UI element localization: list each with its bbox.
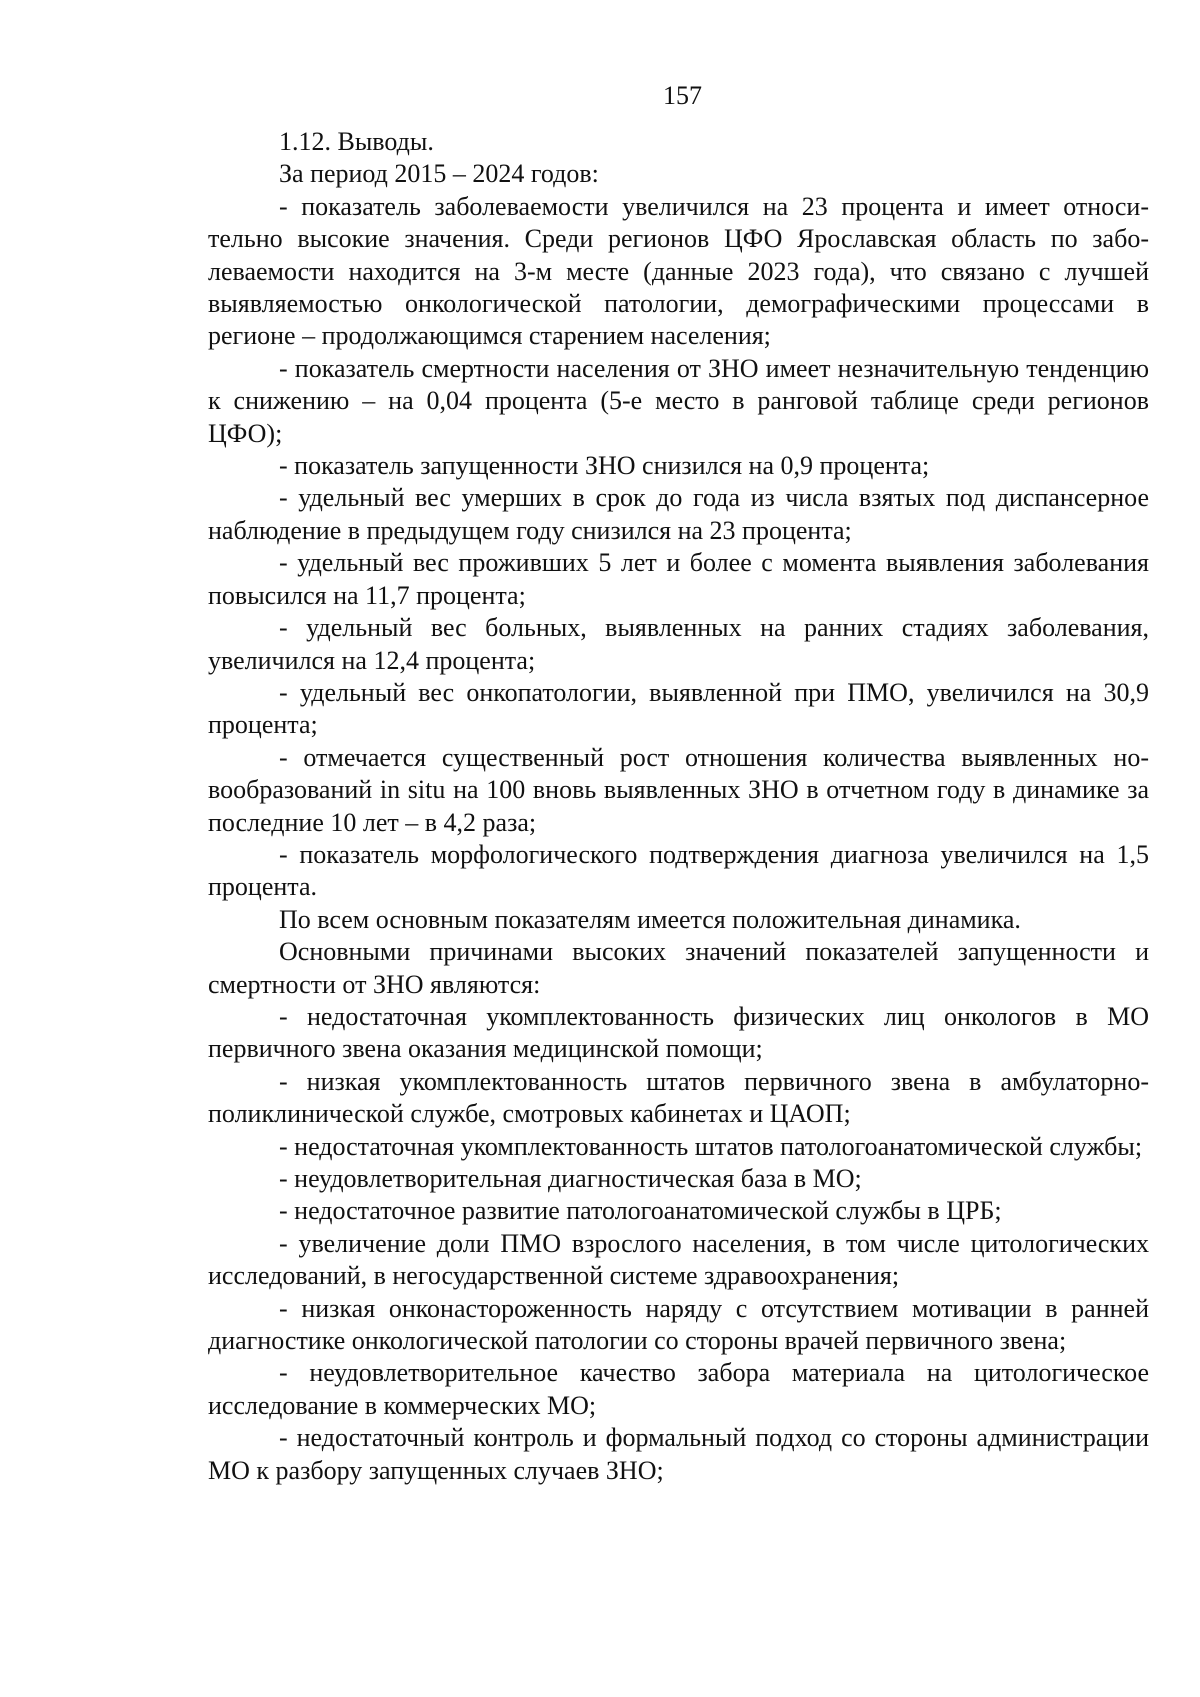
finding-item: - удельный вес умерших в срок до года из числа взятых под диспансерное наблюдение в предыдущем году снизился на 23 процента; <box>208 483 1149 545</box>
cause-item: - недостаточное развитие патологоанатомической службы в ЦРБ; <box>279 1196 1002 1226</box>
finding-item: - показатель запущенности ЗНО снизился на 0,9 процента; <box>279 451 930 481</box>
page-number: 157 <box>663 81 702 110</box>
document-body <box>208 126 1149 1487</box>
finding-item: - удельный вес проживших 5 лет и более с момента выявления заболевания повысился на 11,7 процента; <box>208 548 1149 610</box>
cause-item: - увеличение доли ПМО взрослого населения, в том числе цитологических исследований, в негосударственной системе здравоохранения; <box>208 1228 1149 1291</box>
finding-item: - показатель заболеваемости увеличился на 23 процента и имеет относительно высокие значения. Среди регионов ЦФО Ярославская область по заболеваемости находится на 3-м месте (данные 2023 года), что связано с лучшей выявляемостью онкологической патологии, демографическими процессами в регионе – продолжающимся старением населения; <box>208 191 1149 351</box>
summary-paragraph: По всем основным показателям имеется положительная динамика. <box>279 904 1021 934</box>
cause-item: - низкая онконастороженность наряду с отсутствием мотивации в ранней диагностике онкологической патологии со стороны врачей первичного звена; <box>208 1293 1149 1356</box>
finding-item: - удельный вес онкопатологии, выявленной при ПМО, увеличился на 30,9 процента; <box>208 677 1149 740</box>
finding-item: - удельный вес больных, выявленных на ранних стадиях заболевания, увеличился на 12,4 процента; <box>208 613 1149 675</box>
finding-item: - отмечается существенный рост отношения количества выявленных новообразований in situ на 100 вновь выявленных ЗНО в отчетном году в динамике за последние 10 лет – в 4,2 раза; <box>208 742 1149 837</box>
section-heading: 1.12. Выводы. <box>279 127 434 156</box>
finding-item: - показатель морфологического подтверждения диагноза увеличился на 1,5 процента. <box>208 839 1149 902</box>
cause-item: - недостаточная укомплектованность штатов патологоанатомической службы; <box>279 1131 1143 1161</box>
causes-intro: Основными причинами высоких значений показателей запущенности и смертности от ЗНО являются: <box>208 937 1149 999</box>
period-intro: За период 2015 – 2024 годов: <box>279 159 599 189</box>
cause-item: - низкая укомплектованность штатов первичного звена в амбулаторно-поликлинической службе, смотровых кабинетах и ЦАОП; <box>208 1066 1149 1129</box>
cause-item: - недостаточная укомплектованность физических лиц онкологов в МО первичного звена оказания медицинской помощи; <box>208 1001 1149 1064</box>
cause-item: - неудовлетворительное качество забора материала на цитологическое исследование в коммерческих МО; <box>208 1358 1149 1420</box>
cause-item: - недостаточный контроль и формальный подход со стороны администрации МО к разбору запущенных случаев ЗНО; <box>208 1423 1149 1485</box>
finding-item: - показатель смертности населения от ЗНО имеет незначительную тенденцию к снижению – на 0,04 процента (5-е место в ранговой таблице среди регионов ЦФО); <box>208 353 1149 448</box>
cause-item: - неудовлетворительная диагностическая база в МО; <box>279 1164 862 1193</box>
